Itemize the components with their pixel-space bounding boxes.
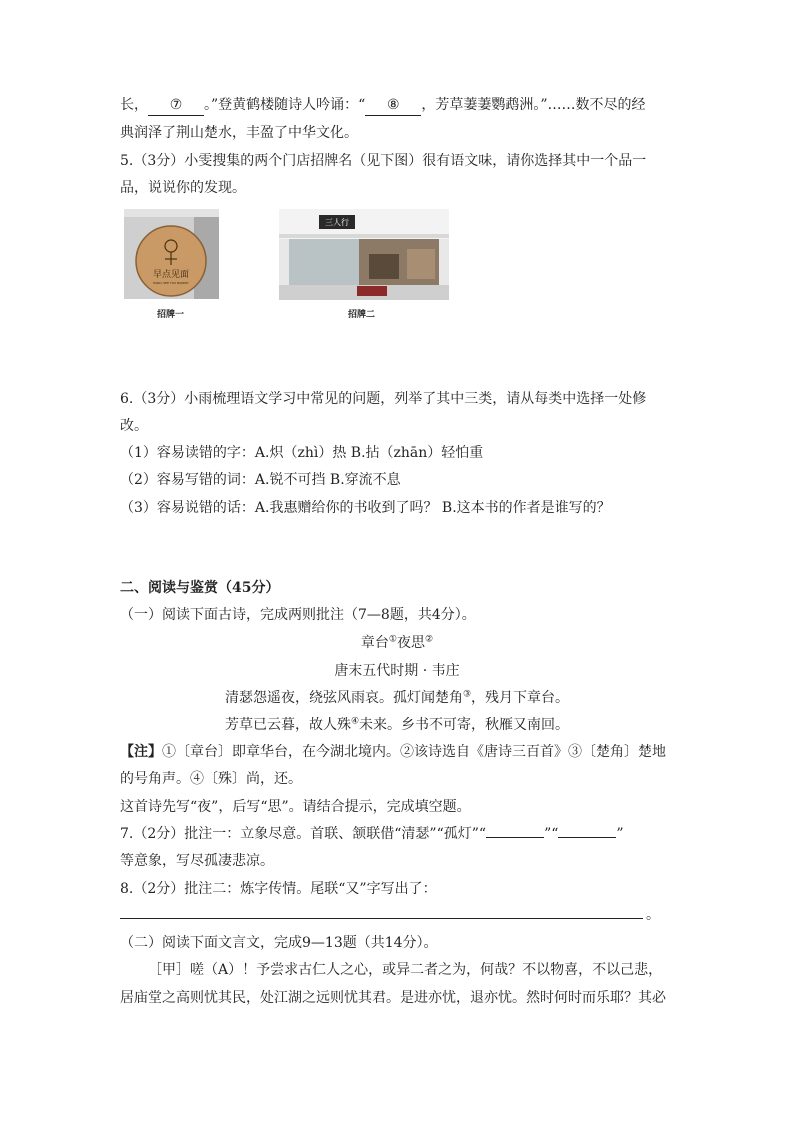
q5-line-2: 品，说说你的发现。 xyxy=(120,180,246,196)
blank-7: ⑦ xyxy=(148,95,204,116)
poem-notes-line-2: 的号角声。④〔殊〕尚，还。 xyxy=(120,771,302,787)
signboard-one-image xyxy=(124,209,219,299)
footnote-marker: ① xyxy=(388,634,397,645)
q4-text-c: ，芳草萋萋鹦鹉洲。”……数不尽的经 xyxy=(421,97,646,113)
q7-blank-2[interactable] xyxy=(558,837,616,838)
poem-text: ，残月下章台。 xyxy=(471,690,570,706)
q7-line-2: 等意象，写尽孤凄悲凉。 xyxy=(120,853,274,869)
q6-line-1: 6.（3分）小雨梳理语文学习中常见的问题，列举了其中三类，请从每类中选择一处修 xyxy=(120,391,647,407)
signboard-two-image xyxy=(279,209,449,300)
q7-text: ” xyxy=(616,826,624,842)
poem-line-1 xyxy=(0,688,794,708)
caption-signboard-two: 招牌二 xyxy=(348,310,376,320)
signboard-two-name: 三人行 xyxy=(325,218,349,227)
poem-author: 唐末五代时期 · 韦庄 xyxy=(334,663,460,679)
footnote-marker: ④ xyxy=(350,716,360,727)
poem-title xyxy=(0,633,794,653)
q7-blank-1[interactable] xyxy=(486,837,544,838)
q4-text-a: 长， xyxy=(120,97,148,113)
signboard-one-name: 早点见面 xyxy=(152,270,190,280)
poem-title-text: 章台 xyxy=(360,635,389,651)
caption-signboard-one: 招牌一 xyxy=(157,310,185,320)
q4-line-1 xyxy=(120,95,646,116)
q5-line-1: 5.（3分）小雯搜集的两个门店招牌名（见下图）很有语文味，请你选择其中一个品一 xyxy=(120,153,647,169)
part-two-instruction: （二）阅读下面文言文，完成9—13题（共14分）。 xyxy=(120,935,438,951)
q8-answer-line[interactable] xyxy=(120,918,643,919)
signboard-two-graphic xyxy=(279,209,449,300)
poem-text: 芳草已云暮，故人殊 xyxy=(224,717,351,733)
q6-item-1: （1）容易读错的字：A.炽（zhì）热 B.拈（zhān）轻怕重 xyxy=(120,445,484,461)
prose-line-1: ［甲］嗟（A）！予尝求古仁人之心，或异二者之为，何哉？不以物喜，不以己悲， xyxy=(148,962,663,978)
notes-label: 【注】 xyxy=(120,744,162,760)
footnote-marker: ② xyxy=(425,634,434,645)
section-heading: 二、阅读与鉴赏（45分） xyxy=(120,580,280,596)
q7-line-1 xyxy=(120,824,624,844)
signboard-one-subtitle: EARLY SEE YOU BAKERY xyxy=(153,281,189,285)
q6-item-2: （2）容易写错的词：A.锐不可挡 B.穿流不息 xyxy=(120,472,401,488)
prose-line-2: 居庙堂之高则忧其民，处江湖之远则忧其君。是进亦忧，退亦忧。然时何时而乐耶？其必 xyxy=(120,990,666,1006)
q4-line-2: 典润泽了荆山楚水，丰盈了中华文化。 xyxy=(120,125,358,141)
poem-line-2 xyxy=(0,715,794,735)
poem-intro: 这首诗先写“夜”，后写“思”。请结合提示，完成填空题。 xyxy=(120,799,471,815)
notes-text: ①〔章台〕即章华台，在今湖北境内。②该诗选自《唐诗三百首》③〔楚角〕楚地 xyxy=(162,744,666,760)
poem-notes-line-1 xyxy=(120,742,666,762)
q7-text: 7.（2分）批注一：立象尽意。首联、颔联借“清瑟”“孤灯”“ xyxy=(120,826,487,842)
q8-end-mark: 。 xyxy=(646,907,660,923)
part-one-instruction: （一）阅读下面古诗，完成两则批注（7—8题，共4分）。 xyxy=(120,607,476,623)
q6-item-3: （3）容易说错的话：A.我惠赠给你的书收到了吗？ B.这本书的作者是谁写的？ xyxy=(120,500,611,516)
q4-text-b: 。”登黄鹤楼随诗人吟诵：“ xyxy=(204,97,366,113)
q8-question: 8.（2分）批注二：炼字传情。尾联“又”字写出了： xyxy=(120,881,437,897)
q7-text: ”“ xyxy=(544,826,559,842)
footnote-marker: ③ xyxy=(462,689,472,700)
signboard-one-graphic xyxy=(124,209,219,299)
poem-title-text: 夜思 xyxy=(397,635,425,651)
q6-line-2: 改。 xyxy=(120,418,148,434)
poem-text: 未来。乡书不可寄，秋雁又南回。 xyxy=(359,717,570,733)
blank-8: ⑧ xyxy=(365,95,421,116)
poem-text: 清瑟怨遥夜，绕弦风雨哀。孤灯闻楚角 xyxy=(224,690,463,706)
